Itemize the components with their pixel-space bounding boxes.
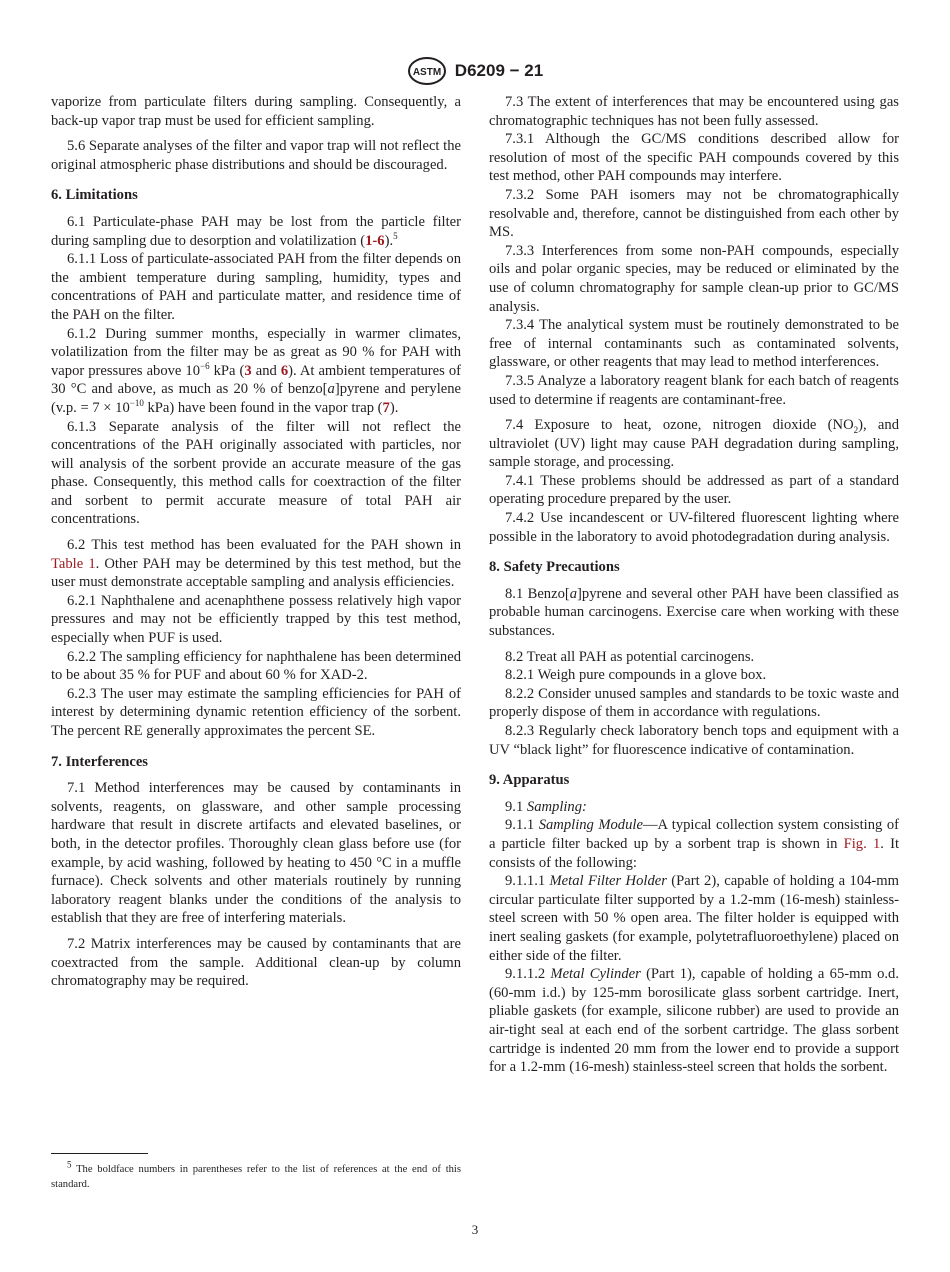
paragraph-6-1-3: 6.1.3 Separate analysis of the filter will not reflect the concentrations of the PAH originally associated with particles, nor will analysis of the sorbent provide an accurate measure of the gas phase. Consequently, this method calls for coextraction of the filter and sorbent to permit accurate measure of total PAH air concentrations. bbox=[51, 418, 461, 528]
table-1-link[interactable]: Table 1 bbox=[51, 555, 96, 572]
footnote-marker[interactable]: 5 bbox=[393, 230, 398, 241]
paragraph-9-1-1-1: 9.1.1.1 Metal Filter Holder (Part 2), capable of holding a 104-mm circular particulate filter supported by a 1.2-mm (16-mesh) stainless-steel screen with 50 % open area. The filter holder is equipped with inert sealing gaskets (for example, polytetrafluoroethylene) placed on either side of the filter. bbox=[489, 873, 899, 964]
section-9-heading: 9. Apparatus bbox=[489, 772, 570, 789]
paragraph-7-3-2: 7.3.2 Some PAH isomers may not be chromatographically resolvable and, therefore, cannot be distinguished from each other by MS. bbox=[489, 186, 899, 241]
paragraph-6-2: 6.2 This test method has been evaluated for the PAH shown in Table 1. Other PAH may be determined by this test method, but the user must demonstrate acceptable sampling and analysis efficiencies. bbox=[51, 537, 461, 591]
paragraph-6-1-2: 6.1.2 During summer months, especially in warmer climates, volatilization from the filter may be as great as 90 % for PAH with vapor pressures above $10^{-6}$ kPa (3 and 6). At ambient temperatures of 30 °C and above, as much as 20 % of benzo[a]pyrene and perylene (v.p. = $7 \times 10^{-10}$ kPa) have been found in the vapor trap (7). bbox=[51, 325, 462, 416]
svg-text:ASTM: ASTM bbox=[412, 67, 441, 78]
left-column bbox=[51, 93, 461, 991]
paragraph-9-1-1-2: 9.1.1.2 Metal Cylinder (Part 1), capable of holding a 65-mm o.d. (60-mm i.d.) by 125-mm borosilicate glass sorbent cartridge. Inert, pliable gaskets (for example, silicone rubber) are used to provide an air-tight seal at each end of the sorbent cartridge. The glass sorbent cartridge is indented 20 mm from the lower end to provide a support for a 1.2-mm (16-mesh) stainless-steel screen that holds the sorbent. bbox=[489, 966, 899, 1076]
paragraph-7-1: 7.1 Method interferences may be caused by contaminants in solvents, reagents, on glassware, and other sample processing hardware that result in discrete artifacts and elevated baselines, or both, in the detector profiles. Thoroughly clean glass before use (for example, by acid washing, followed by heating to 450 °C in a muffle furnace). Check solvents and other materials routinely by running laboratory reagent blanks under the conditions of the analysis to establish that they are free of interfering materials. bbox=[51, 780, 461, 927]
paragraph-6-1: 6.1 Particulate-phase PAH may be lost from the particle filter during sampling due to desorption and volatilization (1-6).$^5$ bbox=[51, 213, 461, 249]
paragraph-5-6: 5.6 Separate analyses of the filter and vapor trap will not reflect the original atmospheric phase distributions and should be discouraged. bbox=[51, 138, 461, 173]
paragraph-9-1-1: 9.1.1 Sampling Module—A typical collection system consisting of a particle filter backed up by a sorbent trap is shown in Fig. 1. It consists of the following: bbox=[489, 817, 899, 871]
figure-1-link[interactable]: Fig. 1 bbox=[843, 835, 881, 852]
paragraph-9-1: 9.1 Sampling: bbox=[505, 798, 587, 815]
page-number: 3 bbox=[471, 1222, 479, 1237]
section-6-heading: 6. Limitations bbox=[51, 187, 138, 204]
paragraph-8-2: 8.2 Treat all PAH as potential carcinogens. bbox=[505, 648, 755, 665]
paragraph-8-1: 8.1 Benzo[a]pyrene and several other PAH have been classified as probable human carcinogens. Exercise care when working with these substances. bbox=[489, 585, 899, 640]
page-header bbox=[0, 56, 950, 86]
paragraph-8-2-2: 8.2.2 Consider unused samples and standards to be toxic waste and properly dispose of them in accordance with regulations. bbox=[489, 685, 899, 721]
reference-link[interactable]: 6 bbox=[280, 362, 289, 379]
reference-link[interactable]: 1-6 bbox=[365, 232, 385, 249]
section-8-heading: 8. Safety Precautions bbox=[489, 559, 620, 576]
footnote: $^5$ The boldface numbers in parentheses refer to the list of references at the end of this standard. bbox=[51, 1159, 461, 1190]
paragraph-7-4-2: 7.4.2 Use incandescent or UV-filtered fluorescent lighting where possible in the laboratory to avoid photodegradation during analysis. bbox=[489, 510, 899, 545]
paragraph-7-3: 7.3 The extent of interferences that may be encountered using gas chromatographic techniques has not been fully assessed. bbox=[489, 94, 899, 129]
paragraph-continued: vaporize from particulate filters during sampling. Consequently, a back-up vapor trap must be used for efficient sampling. bbox=[51, 94, 461, 129]
footnote-divider bbox=[51, 1153, 148, 1154]
paragraph-7-3-5: 7.3.5 Analyze a laboratory reagent blank for each batch of reagents used to determine if reagents are contaminant-free. bbox=[489, 372, 899, 408]
paragraph-7-3-1: 7.3.1 Although the GC/MS conditions described allow for resolution of most of the specific PAH compounds covered by this test method, other PAH compounds may interfere. bbox=[489, 131, 899, 185]
paragraph-7-3-4: 7.3.4 The analytical system must be routinely demonstrated to be free of internal contaminants such as contaminated solvents, glassware, or other reagents that may lead to method interferences. bbox=[489, 317, 899, 371]
paragraph-8-2-3: 8.2.3 Regularly check laboratory bench tops and equipment with a UV “black light” for fluorescence indicative of contamination. bbox=[489, 723, 899, 758]
paragraph-7-4-1: 7.4.1 These problems should be addressed as part of a standard operating procedure prepared by the user. bbox=[489, 472, 899, 508]
paragraph-6-2-3: 6.2.3 The user may estimate the sampling efficiencies for PAH of interest by determining dynamic retention efficiency of the sorbent. The percent RE generally approximates the percent SE. bbox=[51, 685, 461, 739]
reference-link[interactable]: 7 bbox=[382, 399, 390, 416]
paragraph-6-2-1: 6.2.1 Naphthalene and acenaphthene possess relatively high vapor pressures and may not be efficiently trapped by this test method, especially when PUF is used. bbox=[51, 592, 461, 647]
paragraph-6-2-2: 6.2.2 The sampling efficiency for naphthalene has been determined to be about 35 % for PUF and about 60 % for XAD-2. bbox=[51, 648, 461, 684]
paragraph-8-2-1: 8.2.1 Weigh pure compounds in a glove box. bbox=[505, 667, 767, 684]
paragraph-7-3-3: 7.3.3 Interferences from some non-PAH compounds, especially oils and polar organic species, may be reduced or eliminated by the use of column chromatography for sample clean-up prior to GC/MS analysis. bbox=[489, 242, 899, 315]
astm-logo-icon bbox=[407, 56, 447, 86]
paragraph-7-2: 7.2 Matrix interferences may be caused by contaminants that are coextracted from the sample. Additional clean-up by column chromatography may be required. bbox=[51, 935, 461, 990]
right-column bbox=[489, 93, 899, 1077]
section-7-heading: 7. Interferences bbox=[51, 753, 148, 770]
document-id: D6209 − 21 bbox=[454, 61, 544, 80]
reference-link[interactable]: 3 bbox=[244, 362, 252, 379]
paragraph-6-1-1: 6.1.1 Loss of particulate-associated PAH from the filter depends on the ambient temperature during sampling, humidity, types and concentrations of PAH and particulate matter, and residence time of the PAH on the filter. bbox=[51, 251, 461, 323]
paragraph-7-4: 7.4 Exposure to heat, ozone, nitrogen dioxide $(NO_2)$, and ultraviolet (UV) light may cause PAH degradation during sampling, sample storage, and processing. bbox=[489, 417, 900, 471]
